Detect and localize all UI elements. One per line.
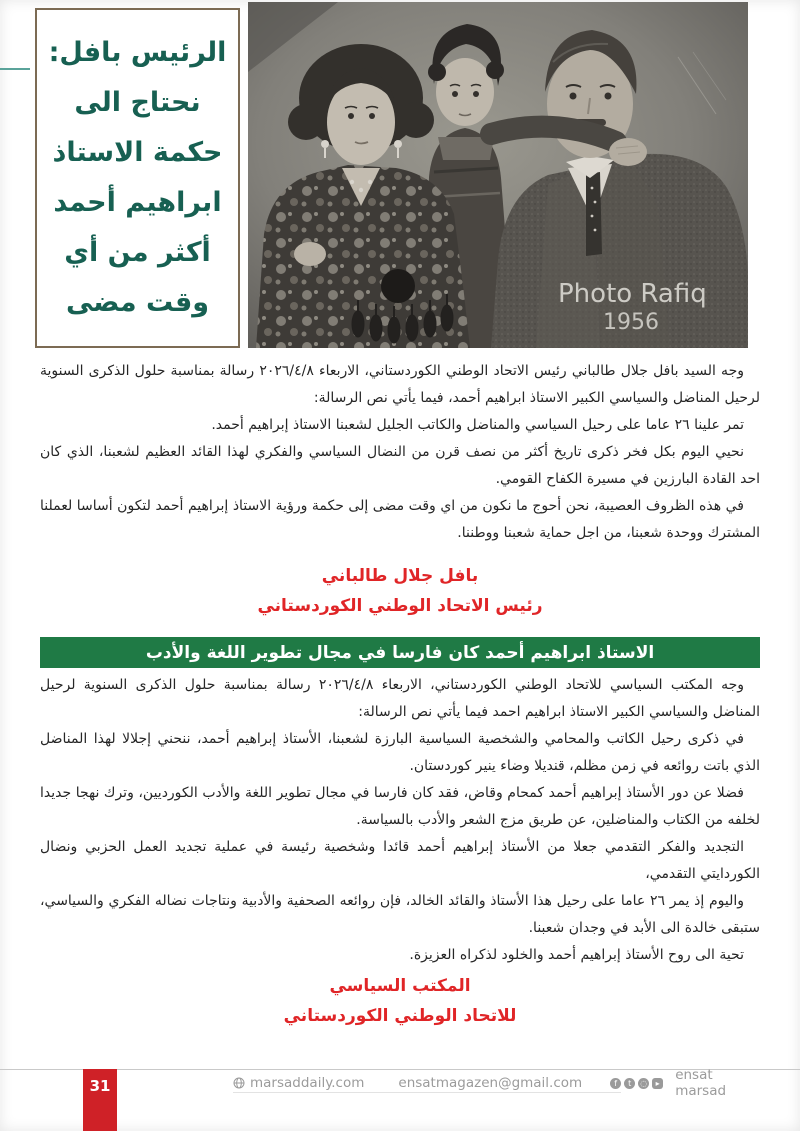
article-1-paragraph: في هذه الظروف العصيبة، نحن أحوج ما نكون من اي وقت مضى إلى حكمة ورؤية الاستاذ إبراهيم أحمد لتكون أساسا لعملنا المشترك ووحدة شعبنا، من اجل حماية شعبنا ووطننا. [40, 498, 760, 541]
article-1 [40, 358, 760, 547]
section-banner-title: الاستاذ ابراهيم أحمد كان فارسا في مجال تطوير اللغة والأدب [145, 642, 655, 663]
article-2-paragraph: التجديد والفكر التقدمي جعلا من الأستاذ إبراهيم أحمد قائدا وشخصية رئيسة في عملية تجديد العمل الحزبي ونضال الكوردايتي التقدمي، [40, 839, 760, 882]
youtube-icon[interactable]: ▸ [652, 1078, 663, 1089]
article-2-paragraph: فضلا عن دور الأستاذ إبراهيم أحمد كمحام وقاض، فقد كان فارسا في مجال تطوير اللغة والأدب الكورديين، وترك نهجا جديدا لخلفه من الكتاب والمناضلين، عن طريق مزج الشعر والأدب بالسياسة. [40, 785, 760, 828]
signature-name: بافل جلال طالباني [321, 566, 479, 586]
footer-underline [233, 1092, 621, 1093]
social-icons [610, 1078, 663, 1089]
email-link[interactable]: ensatmagazen@gmail.com [398, 1075, 583, 1091]
page-edge-mark [0, 68, 30, 70]
signature-title: رئيس الاتحاد الوطني الكوردستاني [257, 596, 543, 616]
signature-name: المكتب السياسي [329, 976, 471, 996]
brand-name: ensat marsad [675, 1067, 727, 1099]
article-2-paragraph: تحية الى روح الأستاذ إبراهيم أحمد والخلود لذكراه العزيزة. [409, 947, 744, 963]
signature-pavel-talabani [40, 561, 760, 621]
headline-line: الرئيس بافل: [48, 37, 227, 68]
website-link[interactable]: marsaddaily.com [250, 1075, 365, 1091]
headline-line: أكثر من أي [64, 237, 211, 268]
article-2-paragraph: في ذكرى رحيل الكاتب والمحامي والشخصية السياسية البارزة لشعبنا، الأستاذ إبراهيم أحمد، ننحني إجلالا لهذا المناضل الذي باتت روائعه في زمن مظلم، قنديلا وضاء ينير كوردستان. [40, 731, 760, 774]
article-2 [40, 672, 760, 969]
headline-line: ابراهيم أحمد [53, 187, 222, 218]
article-2-paragraph: واليوم إذ يمر ٢٦ عاما على رحيل هذا الأستاذ والقائد الخالد، فإن روائعه الصحفية والأدبية ونتاجات نضاله الفكري والسياسي، ستبقى خالدة الى الأبد في وجدان شعبنا. [40, 893, 760, 936]
globe-icon [233, 1077, 245, 1089]
headline-line: نحتاج الى [74, 87, 201, 118]
signature-politburo [40, 971, 760, 1031]
signature-title: للاتحاد الوطني الكوردستاني [283, 1006, 517, 1026]
page-number-badge [83, 1069, 117, 1131]
footer-bar [233, 1067, 760, 1099]
facebook-icon[interactable]: f [610, 1078, 621, 1089]
section-banner [40, 637, 760, 668]
twitter-icon[interactable]: t [624, 1078, 635, 1089]
headline-line: حكمة الاستاذ [52, 137, 223, 168]
article-1-paragraph: تمر علينا ٢٦ عاما على رحيل السياسي والمناضل والكاتب الجليل لشعبنا الاستاذ إبراهيم أحمد. [211, 417, 744, 433]
page-number: 31 [89, 1077, 111, 1095]
family-photo [248, 2, 748, 348]
article-2-paragraph: وجه المكتب السياسي للاتحاد الوطني الكوردستاني، الاربعاء ٢٠٢٦/٤/٨ رسالة بمناسبة حلول الذكرى السنوية لرحيل المناضل والسياسي الكبير الاستاذ ابراهيم احمد فيما يأتي نص الرسالة: [40, 677, 760, 720]
article-1-paragraph: نحيي اليوم بكل فخر ذكرى تاريخ أكثر من نصف قرن من النضال السياسي والفكري لهذا القائد العظيم لشعبنا، الذي كان احد القادة البارزين في مسيرة الكفاح القومي. [40, 444, 760, 487]
family-photo-illustration [248, 2, 748, 348]
headline-box [35, 8, 240, 348]
photo-watermark-studio: Photo Rafiq [558, 279, 707, 309]
photo-watermark-year: 1956 [603, 310, 659, 335]
article-1-paragraph: وجه السيد بافل جلال طالباني رئيس الاتحاد الوطني الكوردستاني، الاربعاء ٢٠٢٦/٤/٨ رسالة بمناسبة حلول الذكرى السنوية لرحيل المناضل والسياسي الكبير الاستاذ ابراهيم أحمد، فيما يأتي نص الرسالة: [40, 363, 760, 406]
headline-line: وقت مضى [65, 287, 210, 318]
instagram-icon[interactable]: ◌ [638, 1078, 649, 1089]
website-group [233, 1075, 364, 1091]
